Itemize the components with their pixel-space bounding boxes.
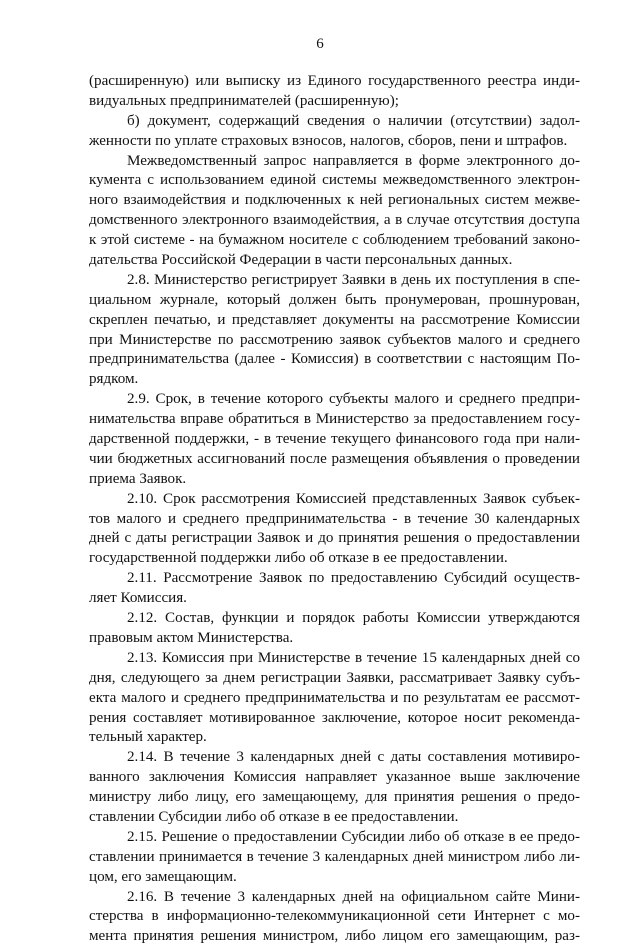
text-line: тельный характер. (89, 729, 207, 746)
text-line: министру либо лицу, его замещающему, для принятия решения о предо- (89, 789, 580, 806)
text-line: дня, следующего за днем регистрации Заявки, рассматривает Заявку субъ- (89, 669, 580, 686)
text-line: приема Заявок. (89, 470, 187, 487)
text-line: циальном журнале, который должен быть пронумерован, прошнурован, (89, 291, 580, 308)
text-line: к этой системе - на бумажном носителе с соблюдением требований законо- (89, 232, 580, 249)
text-line: скреплен печатью, и представляет документы на рассмотрение Комиссии (89, 311, 580, 328)
text-line: домственного электронного взаимодействия, а в случае отсутствия доступа (89, 212, 580, 229)
text-line: (расширенную) или выписку из Единого государственного реестра инди- (89, 73, 580, 89)
text-line: дней с даты регистрации Заявок и до принятия решения о предоставлении (89, 530, 580, 547)
paragraph (89, 569, 580, 609)
paragraph (89, 649, 580, 748)
text-line: тов малого и среднего предпринимательства - в течение 30 календарных (89, 510, 580, 527)
text-line: рядком. (89, 371, 139, 388)
text-line: ванного заключения Комиссия направляет указанное выше заключение (89, 769, 580, 786)
text-line: б) документ, содержащий сведения о наличии (отсутствии) задол- (127, 112, 580, 129)
text-line: 2.13. Комиссия при Министерстве в течение 15 календарных дней со (127, 649, 580, 666)
text-line: ставлении Субсидии либо об отказе в ее предоставлении. (89, 808, 459, 825)
text-line: 2.8. Министерство регистрирует Заявки в день их поступления в спе- (127, 271, 580, 288)
paragraph (89, 271, 580, 390)
text-line: 2.11. Рассмотрение Заявок по предоставлению Субсидий осуществ- (127, 570, 580, 587)
text-line: нимательства вправе обратиться в Министерство за предоставлением госу- (89, 411, 580, 428)
text-line: чии бюджетных ассигнований после размещения объявления о проведении (89, 450, 580, 467)
text-line: 2.16. В течение 3 календарных дней на официальном сайте Мини- (127, 888, 580, 905)
text-line: цом, его замещающим. (89, 868, 237, 885)
text-line: ляет Комиссия. (89, 590, 187, 607)
paragraph (89, 490, 580, 570)
text-line: государственной поддержки либо об отказе в ее предоставлении. (89, 550, 508, 567)
text-line: 2.9. Срок, в течение которого субъекты малого и среднего предпри- (127, 391, 580, 408)
text-line: мента принятия решения министром, либо лицом его замещающим, раз- (89, 928, 580, 945)
paragraph (89, 72, 580, 112)
text-line: женности по уплате страховых взносов, налогов, сборов, пени и штрафов. (89, 132, 568, 149)
text-line: правовым актом Министерства. (89, 629, 294, 646)
paragraph (89, 112, 580, 152)
text-line: 2.14. В течение 3 календарных дней с даты составления мотивиро- (127, 749, 580, 766)
text-line: 2.12. Состав, функции и порядок работы Комиссии утверждаются (127, 610, 580, 627)
text-line: кумента с использованием единой системы межведомственного электрон- (89, 172, 580, 189)
text-line: 2.10. Срок рассмотрения Комиссией представленных Заявок субъек- (127, 490, 580, 507)
text-line: ставлении принимается в течение 3 календарных дней министром либо ли- (89, 848, 580, 865)
paragraph (89, 609, 580, 649)
paragraph (89, 888, 580, 947)
text-line: ного взаимодействия и подключенных к ней региональных систем межве- (89, 192, 580, 209)
paragraph (89, 390, 580, 489)
paragraph (89, 152, 580, 271)
text-line: дательства Российской Федерации в части персональных данных. (89, 252, 513, 269)
page-number: 6 (316, 36, 324, 52)
text-line: рения составляет мотивированное заключение, которое носит рекоменда- (89, 709, 580, 726)
paragraph (89, 748, 580, 828)
text-line: 2.15. Решение о предоставлении Субсидии либо об отказе в ее предо- (127, 828, 580, 845)
text-line: екта малого и среднего предпринимательства и по результатам ее рассмот- (89, 689, 580, 706)
text-line: Межведомственный запрос направляется в форме электронного до- (127, 152, 580, 169)
document-body (89, 72, 580, 947)
text-line: дарственной поддержки, - в течение текущего финансового года при нали- (89, 431, 580, 448)
text-line: стерства в информационно-телекоммуникационной сети Интернет с мо- (89, 908, 580, 925)
text-line: при Министерстве по рассмотрению заявок субъектов малого и среднего (89, 331, 580, 348)
text-line: видуальных предпринимателей (расширенную); (89, 92, 399, 109)
paragraph (89, 828, 580, 888)
text-line: предпринимательства (далее - Комиссия) в соответствии с настоящим По- (89, 351, 580, 368)
